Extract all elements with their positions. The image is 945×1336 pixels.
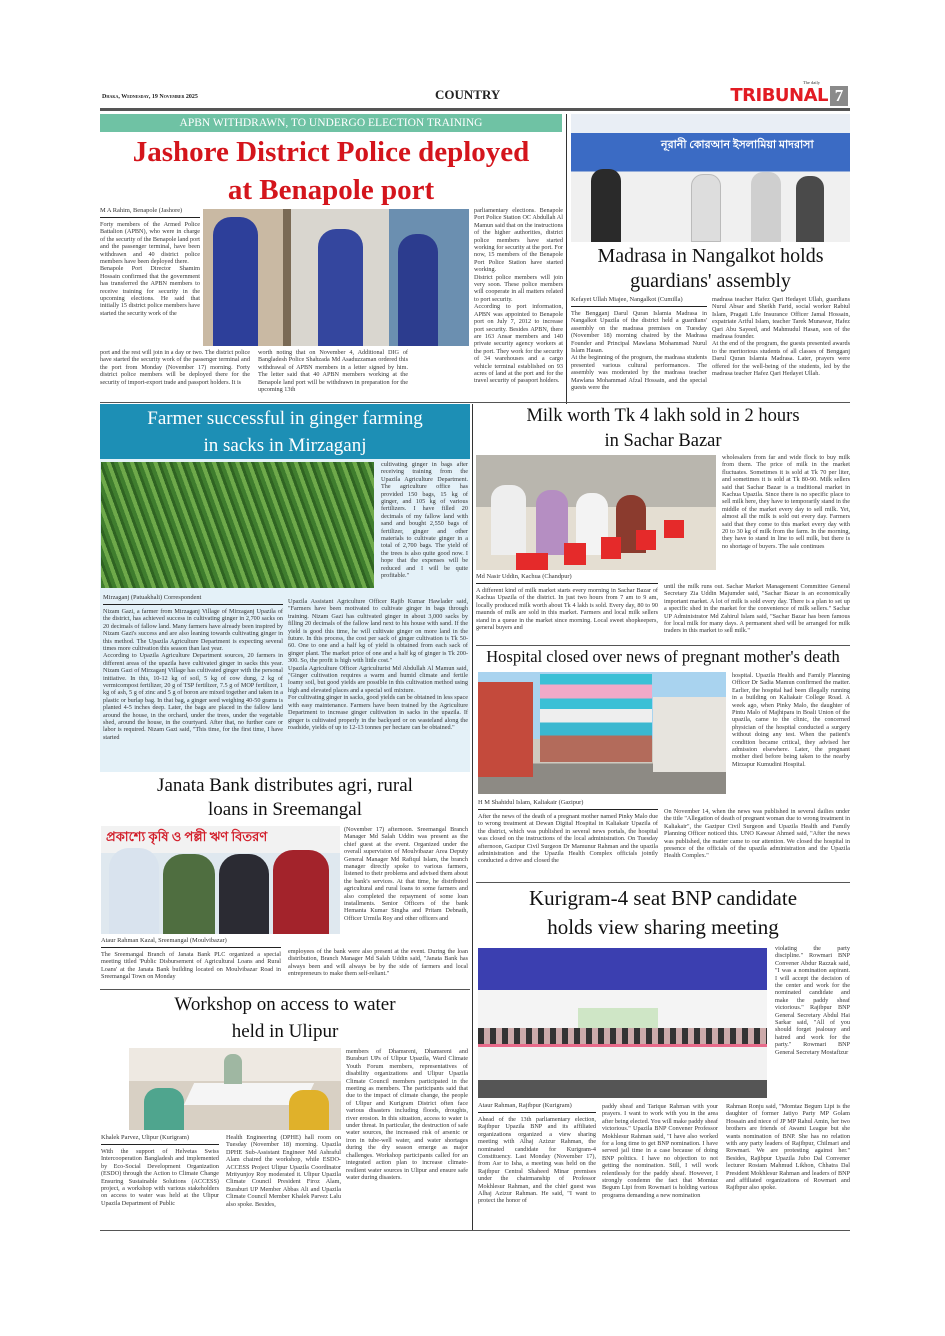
section-rule — [476, 882, 850, 883]
article-text: H M Shahidul Islam, Kaliakair (Gazipur) After the news of the death of a pregnant mother named Pinky Malo due to wrong treatment at Dewan Digital Hospital in Kaliakair Upazila of the district, which was published in several news portals, the hospital was closed on the instructions of the local administration. On Tuesday afternoon, Gazipur Civil Surgeon Dr Mamunur Rahman and the upazila administration and the Upazila Health Complex officials jointly conducted a drive and closed the — [478, 799, 658, 865]
article-text: Mirzaganj (Patuakhali) Correspondent Nizam Gazi, a farmer from Mirzaganj Village of Mirzaganj Upazila of the district, has achieved success in cultivating ginger in 2,700 sacks on 20 decimals of fallow land. Many farmers have already been inspired by Nizam Gazi's success and are also leaning towards cultivating ginger in this method. The Upazila Agriculture Department is expecting several times more cultivation this season than last year. According to Upazila Agriculture Department sources, 20 farmers in different areas of the upazila have cultivated ginger in sacks this year. Nizam Gazi of Mirzaganj Village has cultivated ginger with the personal initiative. In this, 10-12 kg of soil, 5 kg of cow dung, 2 kg of vermicompost fertilizer, 20 g of TSP fertilizer, 7.5 g of MOP fertilizer, 1 kg of ash, 5 g of zinc and 5 g of boron are mixed together and taken in a plastic or burlap bag. In that bag, a ginger seed weighing 40-50 grams is planted 4-5 inches deep. Later, the bags are placed in the fallow land around the house, in the orchard, under the trees, under the vegetable shed, around the house, in the courtyard. After that, no further care or labor is required. Nizam Gazi said, "This time, for the first time, I have started — [103, 594, 283, 741]
section-rule — [100, 402, 850, 403]
headline-workshop: Workshop on access to water held in Ulipur — [174, 994, 396, 1042]
section-rule — [100, 989, 470, 990]
masthead — [100, 80, 850, 108]
byline: M A Rahim, Benapole (Jashore) — [100, 207, 200, 218]
article-text: port and the rest will join in a day or two. The district police have started the security work of the passenger terminal and the port from Monday (November 17) morning. Forty district police members will be deployed there for the security of import-export trade and passport holders. It is — [100, 349, 250, 386]
logo: TRIBUNAL — [730, 85, 828, 106]
headline-jashore: Jashore District Police deployed at Benapole port — [132, 136, 530, 206]
headline-ginger: Farmer successful in ginger farming in sacks in Mirzaganj — [100, 404, 470, 459]
headline-janata: Janata Bank distributes agri, rural loans in Sreemangal — [157, 775, 413, 820]
section-title: COUNTRY — [435, 87, 501, 102]
article-text: wholesalers from far and wide flock to buy milk from them. The price of milk in the market fluctuates. Sometimes it is sold at Tk 70 per liter, and sometimes it is sold at Tk 80-90. Milk sellers said that Sachar Bazar is a traditional market in Kachua Upazila. Since there is no specific place to sell milk here, they have to temporarily stand in the middle of the market every day to sell milk. Yet, almost all the milk is sold out every day. Farmers said that they come to this market every day with 20 to 30 kg of milk from the farm. In the morning, they have to stand in line to sell milk, but there is no shortage of buyers. The sale continues — [722, 454, 850, 550]
photo-ginger — [101, 462, 374, 588]
article-text: M A Rahim, Benapole (Jashore) Forty members of the Armed Police Battalion (APBN), who were in charge of the security of the Benapole land port and the passenger terminal, have been withdrawn and 40 district police members have been deployed there. Benapole Port Director Shamim Hossain confirmed that the government has transferred the APBN members to receive training for security in the upcoming elections. He said that initially 15 district police members have started the security work of the — [100, 207, 200, 317]
article-text: employees of the bank were also present at the event. During the loan distribution, Branch Manager Md Salah Uddin said, "Janata Bank has always been and will always be by the side of farmers and local entrepreneurs to make them self-reliant." — [288, 948, 468, 978]
photo-hospital — [478, 672, 726, 794]
madrasa-banner-text: নূরানী কোরআন ইসলামিয়া মাদরাসা — [661, 139, 814, 151]
article-text: cultivating ginger in bags after receiving training from the Upazila Agriculture Department. The agriculture office has provided 150 bags, 15 kg of ginger, and 105 kg of various fertilizers. I have filled 20 decimals of my fallow land with sand and bought 2,550 bags of fertilizer, ginger and other materials to cultivate ginger in a total of 2,700 bags. The yield of the trees is also quite good now. I hope that the expenses will be reduced and I will be quite profitable." — [381, 461, 468, 580]
article-text: Ataur Rahman, Rajibpur (Kurigram) Ahead of the 13th parliamentary election, Rajibpur Upazila BNP and its affiliated organizations organized a view sharing meeting with Alhaj Azizur Rahman, the nominated candidate for Kurigram-4 Constituency. Last Monday (November 17), from Asr to Isha, a meeting was held on the Rajibpur Central Shaheed Minar premises under the chairmanship of Professor Mokhlesur Rahman, and the chief guest was Alhaj Azizur Rahman. He said, "I want to protect the honor of — [478, 1102, 596, 1205]
date: Dhaka, Wednesday, 19 November 2025 — [102, 94, 198, 100]
kicker-bar: APBN WITHDRAWN, TO UNDERGO ELECTION TRAINING — [100, 114, 562, 132]
photo-police — [203, 209, 469, 346]
headline-hospital: Hospital closed over news of pregnant mother's death — [486, 647, 840, 666]
article-text: violating the party discipline." Rowmari BNP Convener Abdur Razzak said, "I was a nomination aspirant. I will accept the decision of the center and work for the nominated candidate and make the paddy sheaf victorious." Rajibpur BNP General Secretary Abdul Hai Sarkar said, "All of you should forget jealousy and hatred and work for the party." Rowmari BNP General Secretary Mostafizur — [775, 945, 850, 1056]
article-text: worth noting that on November 4, Additional DIG of Bangladesh Police Shahzada Md Asaduzzaman ordered this withdrawal of APBN members in a letter signed by him. The letter said that 40 APBN members working at the Benapole land port will be withdrawn in preparation for the upcoming 13th — [258, 349, 408, 394]
column-divider — [472, 404, 473, 1230]
headline-madrasa: Madrasa in Nangalkot holds guardians' assembly — [597, 245, 824, 292]
headline-kurigram: Kurigram-4 seat BNP candidate holds view sharing meeting — [528, 886, 798, 939]
photo-workshop — [129, 1048, 341, 1130]
article-text: Kefayet Ullah Miajee, Nangalkot (Cumilla) The Bengganj Darul Quran Islamia Madrasa in Nangalkot Upazila of the district held a guardians' assembly on the madrasa premises on Tuesday (November 18) morning chaired by the Madrasa Founder and Principal Mawlana Mohammad Nurul Islam Hasan. At the beginning of the program, the madrasa students presented various cultural performances. The assembly was moderated by the madrasa teacher Mawlana Mohammad Afzal Hossain, and the special guests were the — [571, 296, 707, 391]
section-rule — [476, 645, 850, 646]
article-text: Rahman Ronju said, "Momtaz Begum Lipi is the daughter of former Jatiyo Party MP Golam Hossain and niece of JP MP Rahul Amin, her two brothers are friends of Awami League but she wants nomination of BNP. She has no relation with any party leaders of Rajibpur, Chilmari and Rowmari. We are protesting against her." Besides, Rajibpur Upazila Jubo Dal Convener lecturer Rostam Mahmud Likhon, Chhatra Dal President Mokhlesur Rahman and leaders of BNP and affiliated organizations of Rowmari and Rajibpur also spoke. — [726, 1103, 850, 1192]
article-text: Khalek Parvez, Ulipur (Kurigram) With the support of Helvetas Swiss Intercooperation Bangladesh and implemented by Eco-Social Development Organization (ESDO) through the Action to Climate Change Ensuring Sustainable Solutions (ACCESS) project, a workshop with various stakeholders on access to water was held at the Ulipur Upazila Department of Public — [101, 1134, 219, 1207]
article-text: Health Engineering (DPHE) hall room on Tuesday (November 18) morning. Upazila DPHE Sub-Assistant Engineer Md Ashraful Alam chaired the workshop, while ESDO-ACCESS Project Ulipur Upazila Coordinator Mrityunjoy Roy moderated it. Ulipur Upazila Climate Council President Firoz Alam, Buraburi UP Member Abbas Ali and Upazila Climate Council Member Khalek Parvez Lalu also spoke. Besides, — [226, 1134, 341, 1208]
article-text: Upazila Assistant Agriculture Officer Rajib Kumar Hawlader said, "Farmers have been motivated to cultivate ginger in bags through training. Nizam Gazi has cultivated ginger in about 3,000 sacks by filling 20 decimals of the fallow land next to his house with sand. If the yield is good this time, he will cultivate ginger on more land in the future. In this process, the cost per sack of ginger cultivation is Tk 50-60. One to one and a half kg of yield is obtained from each sack of ginger plant. The market price of one and a half kg of ginger is Tk 200-300. So, the profit is high with little cost." Upazila Agriculture Officer Agriculturist Md Abdullah Al Mamun said, "Ginger cultivation requires a warm and humid climate and fertile loamy soil, but good yields are possible in this cultivation method using high and elevated places and a special soil mixture. For cultivating ginger in sacks, good yields can be obtained in less space with easy maintenance. Farmers have been trained by the Agriculture Department to increase ginger cultivation in sacks in the upazila. If ginger is cultivated properly in the backyard or on wasteland along the roadside, yields of up to 12-13 tonnes per hectare can be obtained." — [288, 598, 468, 731]
masthead-rule — [100, 108, 850, 111]
article-text: paddy sheaf and Tarique Rahman with your prayers. I want to work with you in the area after being elected. You will make paddy sheaf victorious." Upazila BNP Convener Professor Mokhlesur Rahman said, "I have also worked for a long time to get BNP nomination. I have served jail time in a case because of doing BNP politics. I have no objection to not getting the nomination. Still, I will work relentlessly for the paddy sheaf. However, I strongly condemn the fact that Momtaz Begum Lipi from Rowmari is holding various programs demanding a new nomination — [602, 1103, 718, 1199]
photo-madrasa — [571, 114, 850, 242]
page-number: 7 — [830, 86, 848, 106]
janata-banner-text: প্রকাশ্যে কৃষি ও পল্লী ঋণ বিতরণ — [106, 829, 268, 844]
article-text: On November 14, when the news was published in several dailies under the title "Allegation of death of pregnant woman due to wrong treatment in Kaliakair", the Gazipur Civil Surgeon and Upazila Health and Family Planning Officer noticed this. UNO Kawsar Ahmed said, "After the news was published, the matter came to our attention. We closed the hospital in presence of the officials of the upazila administration and the Upazila Health Complex." — [664, 808, 850, 860]
article-text: hospital. Upazila Health and Family Planning Officer Dr Sadia Mamun confirmed the matter. Earlier, the hospital had been illegally running in a building on Kaliakair College Road. A week ago, when Pinky Malo, the daughter of Pintu Malo of Majhipara in Boali Union of the upazila, came to the clinic, the concerned physician of the hospital conducted a surgery without doing any test. When the patient's condition became critical, they advised her admission elsewhere. Later, the pregnant mother died before being taken to the nearby Mirzapur Kumudini Hospital. — [732, 672, 850, 768]
article-text: members of Dhamsreni, Dhamsreni and Buraburi UPs of Ulipur Upazila, Ward Climate Youth Forum members, representatives of disability organizations and Ulipur Upazila Climate Council members participated in the meeting as members. The participants said that due to the impact of climate change, the people of Ulipur and Kurigram District often face various disasters including floods, droughts, river erosion. In this situation, access to water is under threat. In particular, the destruction of safe water sources, the increased risk of arsenic or iron in tube-well water, and water shortages during the dry season emerge as major challenges. Workshop participants called for an integrated action plan to increase climate-resilient water sources in Ulipur and ensure safe water during disasters. — [346, 1048, 468, 1181]
article-text: (November 17) afternoon. Sreemangal Branch Manager Md Salah Uddin was present as the chief guest at the event. Organized under the overall supervision of Moulvibazar Area Deputy General Manager Md Rafiqul Islam, the branch manager directly spoke to various farmers, listened to their problems and advised them about the bank's services. At that time, he distributed agricultural and rural loans to some farmers and also completed the repayment of some loan installments. Senior Officers of the bank Hemanta Kumar Singha and Pritam Debnath, Officer Urmila Roy and other officers and — [344, 826, 468, 922]
headline-milk: Milk worth Tk 4 lakh sold in 2 hours in Sachar Bazar — [526, 406, 800, 451]
column-divider — [566, 114, 567, 404]
page-bottom-rule — [100, 1230, 850, 1231]
article-text: until the milk runs out. Sachar Market Management Committee General Secretary Zia Uddin Majumder said, "Sachar Bazar is an economically important market. A lot of milk is sold every day. There is a plan to set up a specific shed in the market for the convenience of milk sellers." Sachar UP Administrator Md Zahirul Islam said, "Sachar Bazar has been famous for local milk for many days. A permanent shed will be arranged for milk traders in this market to sell milk." — [664, 583, 850, 635]
photo-rally — [478, 948, 767, 1098]
article-text: parliamentary elections. Benapole Port Police Station OC Abdullah Al Mamun said that on the instructions of the higher authorities, district police members have started working for security at the port. For now, 15 members of the Benapole Port Police Station have started working. District police members will join very soon. These police members will cooperate in all matters related to port security. According to port information, APBN was appointed to Benapole port on July 7, 2012 to increase port security. Besides APBN, there are 163 Ansar members and 140 private security agency workers at the port. They work for the security of 34 warehouses and a cargo vehicle terminal established on 93 acres of land at the port and for the travel security of passport holders. — [474, 207, 563, 385]
article-text: Ataur Rahman Kazal, Sreemangal (Moulvibazar) The Sreemangal Branch of Janata Bank PLC organized a special meeting titled 'Public Disbursement of Agricultural Loans and Rural Loans' at the Janata Bank building located on Moulvibazar Road in Sreemangal Town on Monday — [101, 937, 281, 981]
logo-tagline: The daily — [802, 80, 820, 85]
article-text: madrasa teacher Hafez Qari Hedayet Ullah, guardians Nurul Absar and Sheikh Farid, social worker Rabiul Islam, Pragati Life Insurance Officer Jamal Hossain, expatriate Ariful Islam, teacher Tarek Munawar, Hafez Qari Abu Sayeed, and Mahmudul Hasan, son of the madrasa founder. At the end of the program, the guests presented awards to the meritorious students of all classes of Bengganj Darul Quran Islamia Madrasa. Later, prayers were offered for the well-being of the students, led by the madrasa teacher Hafez Qari Hedayet Ullah. — [712, 296, 850, 378]
article-text: Md Nasir Uddin, Kachua (Chandpur) A different kind of milk market starts every morning in Sachar Bazar of Kachua Upazila of the district. In just two hours from 7 am to 9 am, locally produced milk worth about Tk 4 lakh is sold. Every day, 80 to 90 maunds of milk are sold in this market. Farmers and local milk sellers stand in a queue in the market since morning. Local sweet shopkeepers, general buyers and — [476, 573, 658, 631]
photo-milk — [476, 455, 716, 570]
photo-janata — [101, 826, 340, 934]
